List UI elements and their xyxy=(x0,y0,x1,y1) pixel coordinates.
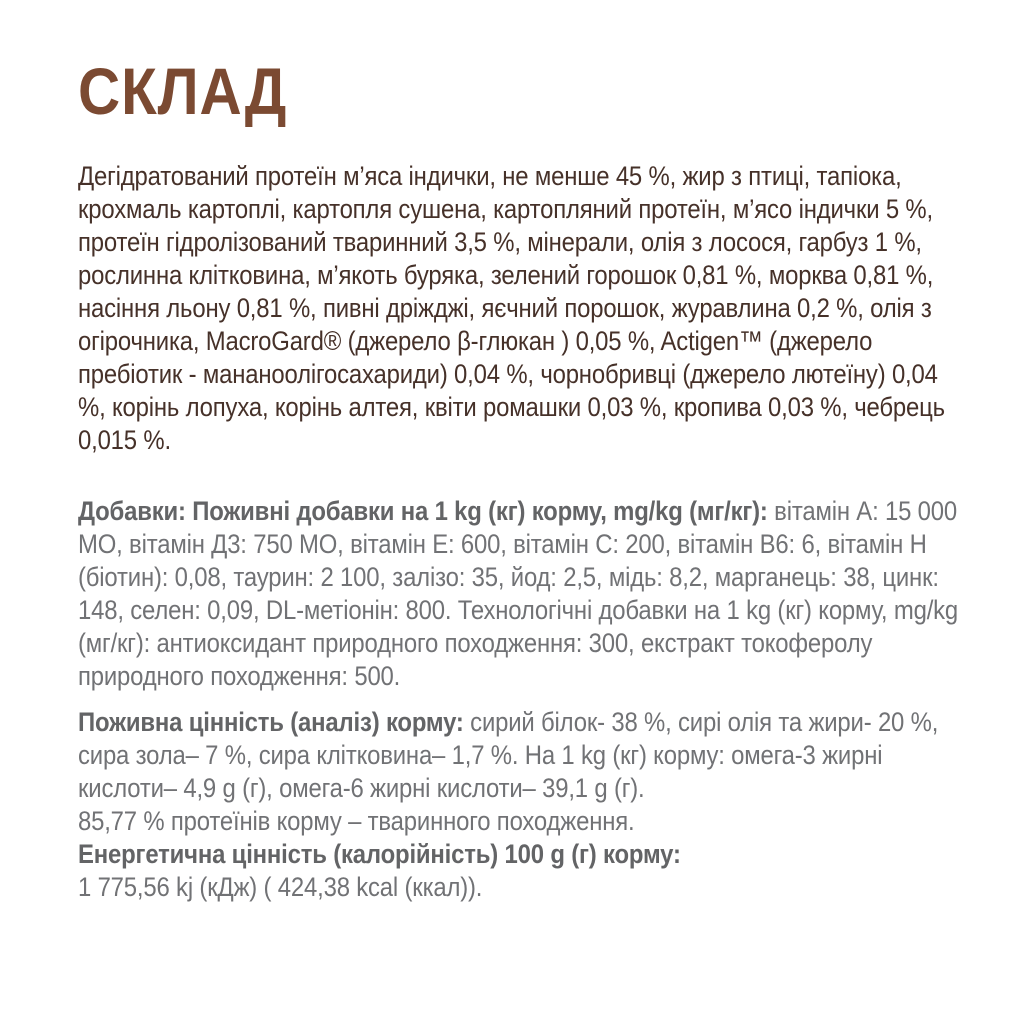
nutrition-block xyxy=(78,706,963,904)
composition-panel xyxy=(78,54,963,904)
energy-value-line: 1 775,56 kj (кДж) ( 424,38 kcal (ккал)). xyxy=(78,872,483,902)
composition-text: Дегідратований протеїн м’яса індички, не менше 45 %, жир з птиці, тапіока, крохмаль картоплі, картопля сушена, картопляний протеїн, м’ясо індички 5 %, протеїн гідролізований тваринний 3,5 %, мінерали, олія з лосося, гарбуз 1 %, рослинна клітковина, м’якоть буряка, зелений горошок 0,81 %, морква 0,81 %, насіння льону 0,81 %, пивні дріжджі, яєчний порошок, журавлина 0,2 %, олія з огірочника, MacroGard® (джерело β-глюкан ) 0,05 %, Actigen™ (джерело пребіотик - мананоолігосахариди) 0,04 %, чорнобривці (джерело лютеїну) 0,04 %, корінь лопуха, корінь алтея, квіти ромашки 0,03 %, кропива 0,03 %, чебрець 0,015 %. xyxy=(78,161,945,455)
additives-text: вітамін А: 15 000 МО, вітамін Д3: 750 МО, вітамін Е: 600, вітамін С: 200, вітамін В6: 6, вітамін Н (біотин): 0,08, таурин: 2 100, залізо: 35, йод: 2,5, мідь: 8,2, марганець: 38, цинк: 148, селен: 0,09, DL-метіонін: 800. Технологічні добавки на 1 kg (кг) корму, mg/kg (мг/кг): антиоксидант природного походження: 300, екстракт токоферолу природного походження: 500. xyxy=(78,496,959,691)
nutrition-analysis-text: сирий білок- 38 %, сирі олія та жири- 20 %, сира зола– 7 %, сира клітковина– 1,7 %. На 1 kg (кг) корму: омега-3 жирні кислоти– 4,9 g (г), омега-6 жирні кислоти– 39,1 g (г). xyxy=(78,707,939,803)
additives-paragraph xyxy=(78,495,963,693)
nutrition-analysis-paragraph xyxy=(78,706,963,805)
energy-label-line: Енергетична цінність (калорійність) 100 g (г) корму: xyxy=(78,839,681,869)
nutrition-analysis-label: Поживна цінність (аналіз) корму: xyxy=(78,707,464,737)
composition-paragraph xyxy=(78,160,963,457)
protein-origin-line: 85,77 % протеїнів корму – тваринного походження. xyxy=(78,806,635,836)
page-title: СКЛАД xyxy=(78,54,288,128)
additives-label: Добавки: Поживні добавки на 1 kg (кг) корму, mg/kg (мг/кг): xyxy=(78,496,768,526)
